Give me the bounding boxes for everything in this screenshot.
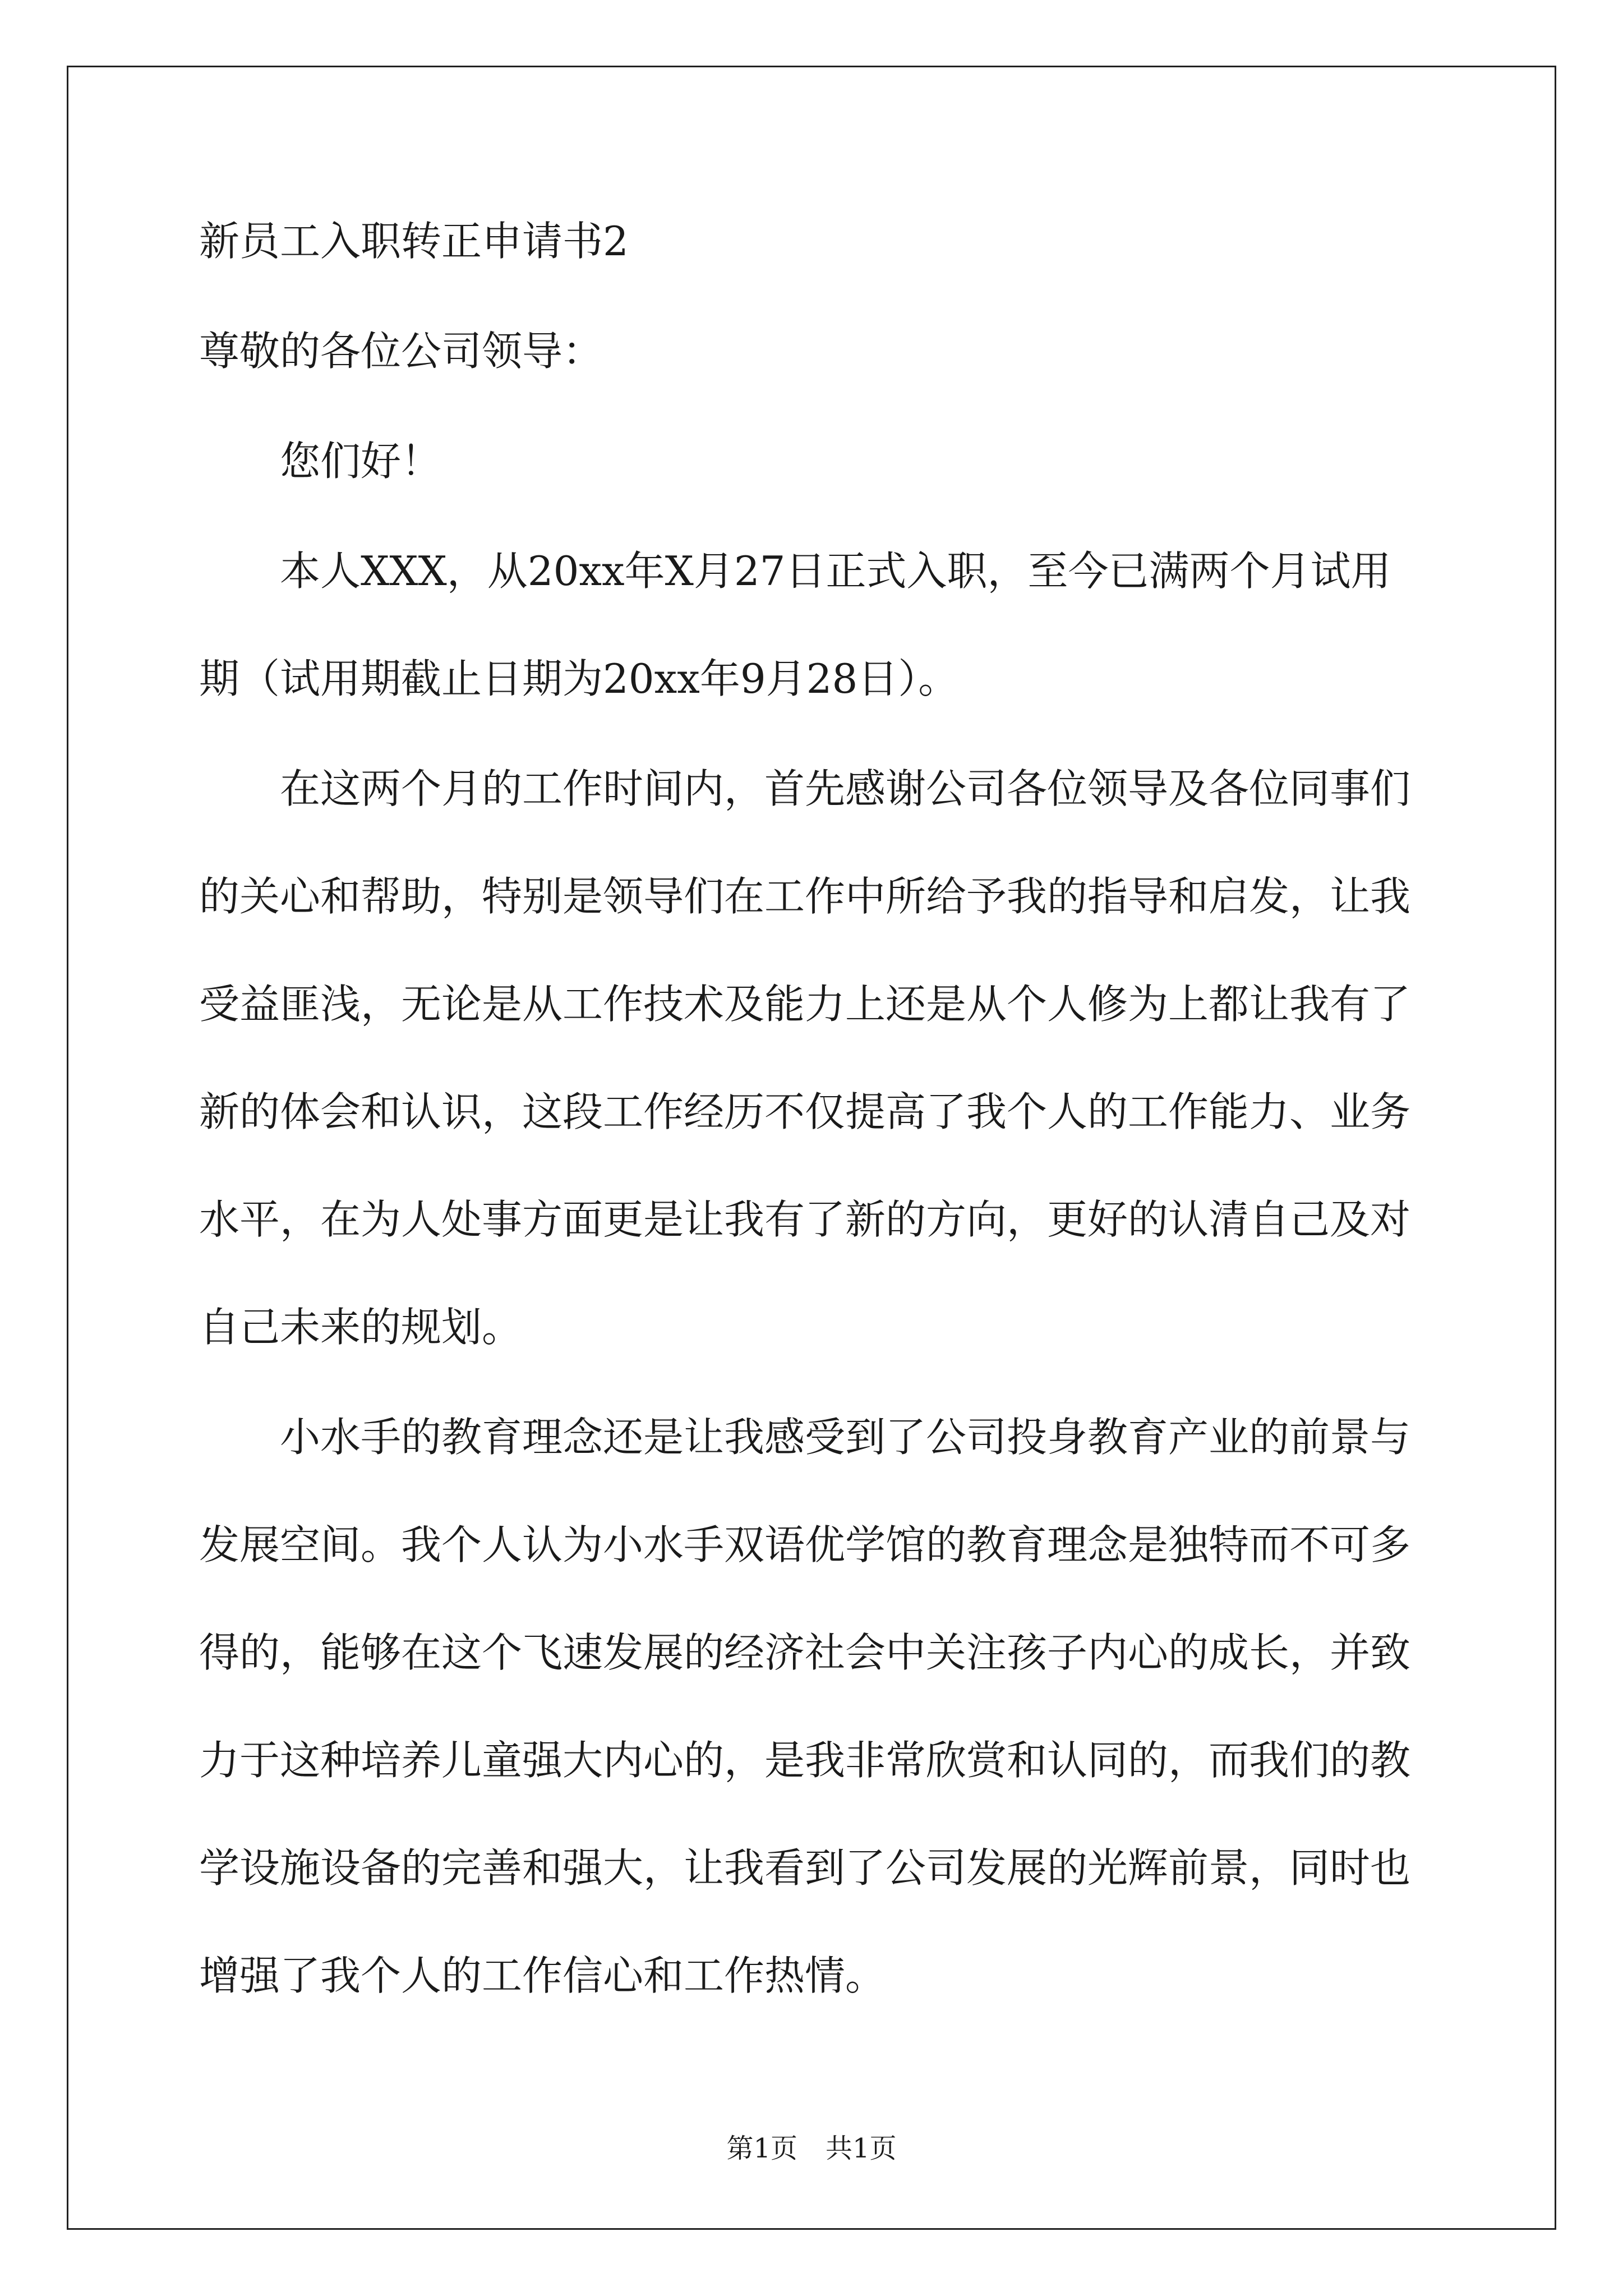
text-line: 力于这种培养儿童强大内心的，是我非常欣赏和认同的，而我们的教: [199, 1737, 1411, 1784]
greeting: 您们好！: [280, 438, 442, 485]
page-total: 共1页: [826, 2133, 897, 2164]
text-line: 增强了我个人的工作信心和工作热情。: [199, 1952, 886, 1999]
document-body: [199, 213, 1422, 2058]
paragraph-gratitude: [199, 761, 1422, 1355]
paragraph-education-philosophy: [199, 1409, 1422, 2004]
text-line: 本人XXX，从20xx年X月27日正式入职，至今已满两个月试用: [280, 547, 1391, 595]
text-line: 的关心和帮助，特别是领导们在工作中所给予我的指导和启发，让我: [199, 873, 1411, 920]
text-line: 小水手的教育理念还是让我感受到了公司投身教育产业的前景与: [280, 1414, 1411, 1461]
salutation: 尊敬的各位公司领导：: [199, 328, 603, 375]
document-title: 新员工入职转正申请书2: [199, 218, 629, 265]
text-line: 期（试用期截止日期为20xx年9月28日）。: [199, 655, 959, 702]
text-line: 学设施设备的完善和强大，让我看到了公司发展的光辉前景，同时也: [199, 1844, 1411, 1892]
text-line: 得的，能够在这个飞速发展的经济社会中关注孩子内心的成长，并致: [199, 1629, 1411, 1676]
page-number: 第1页: [726, 2133, 797, 2164]
text-line: 受益匪浅，无论是从工作技术及能力上还是从个人修为上都让我有了: [199, 981, 1411, 1028]
text-line: 在这两个月的工作时间内，首先感谢公司各位领导及各位同事们: [280, 765, 1411, 812]
text-line: 水平，在为人处事方面更是让我有了新的方向，更好的认清自己及对: [199, 1196, 1411, 1243]
text-line: 新的体会和认识，这段工作经历不仅提高了我个人的工作能力、业务: [199, 1088, 1411, 1135]
paragraph-entry-date: [199, 543, 1422, 707]
text-line: 自己未来的规划。: [199, 1304, 523, 1351]
text-line: 发展空间。我个人认为小水手双语优学馆的教育理念是独特而不可多: [199, 1521, 1411, 1568]
page-footer: [0, 2132, 1623, 2165]
